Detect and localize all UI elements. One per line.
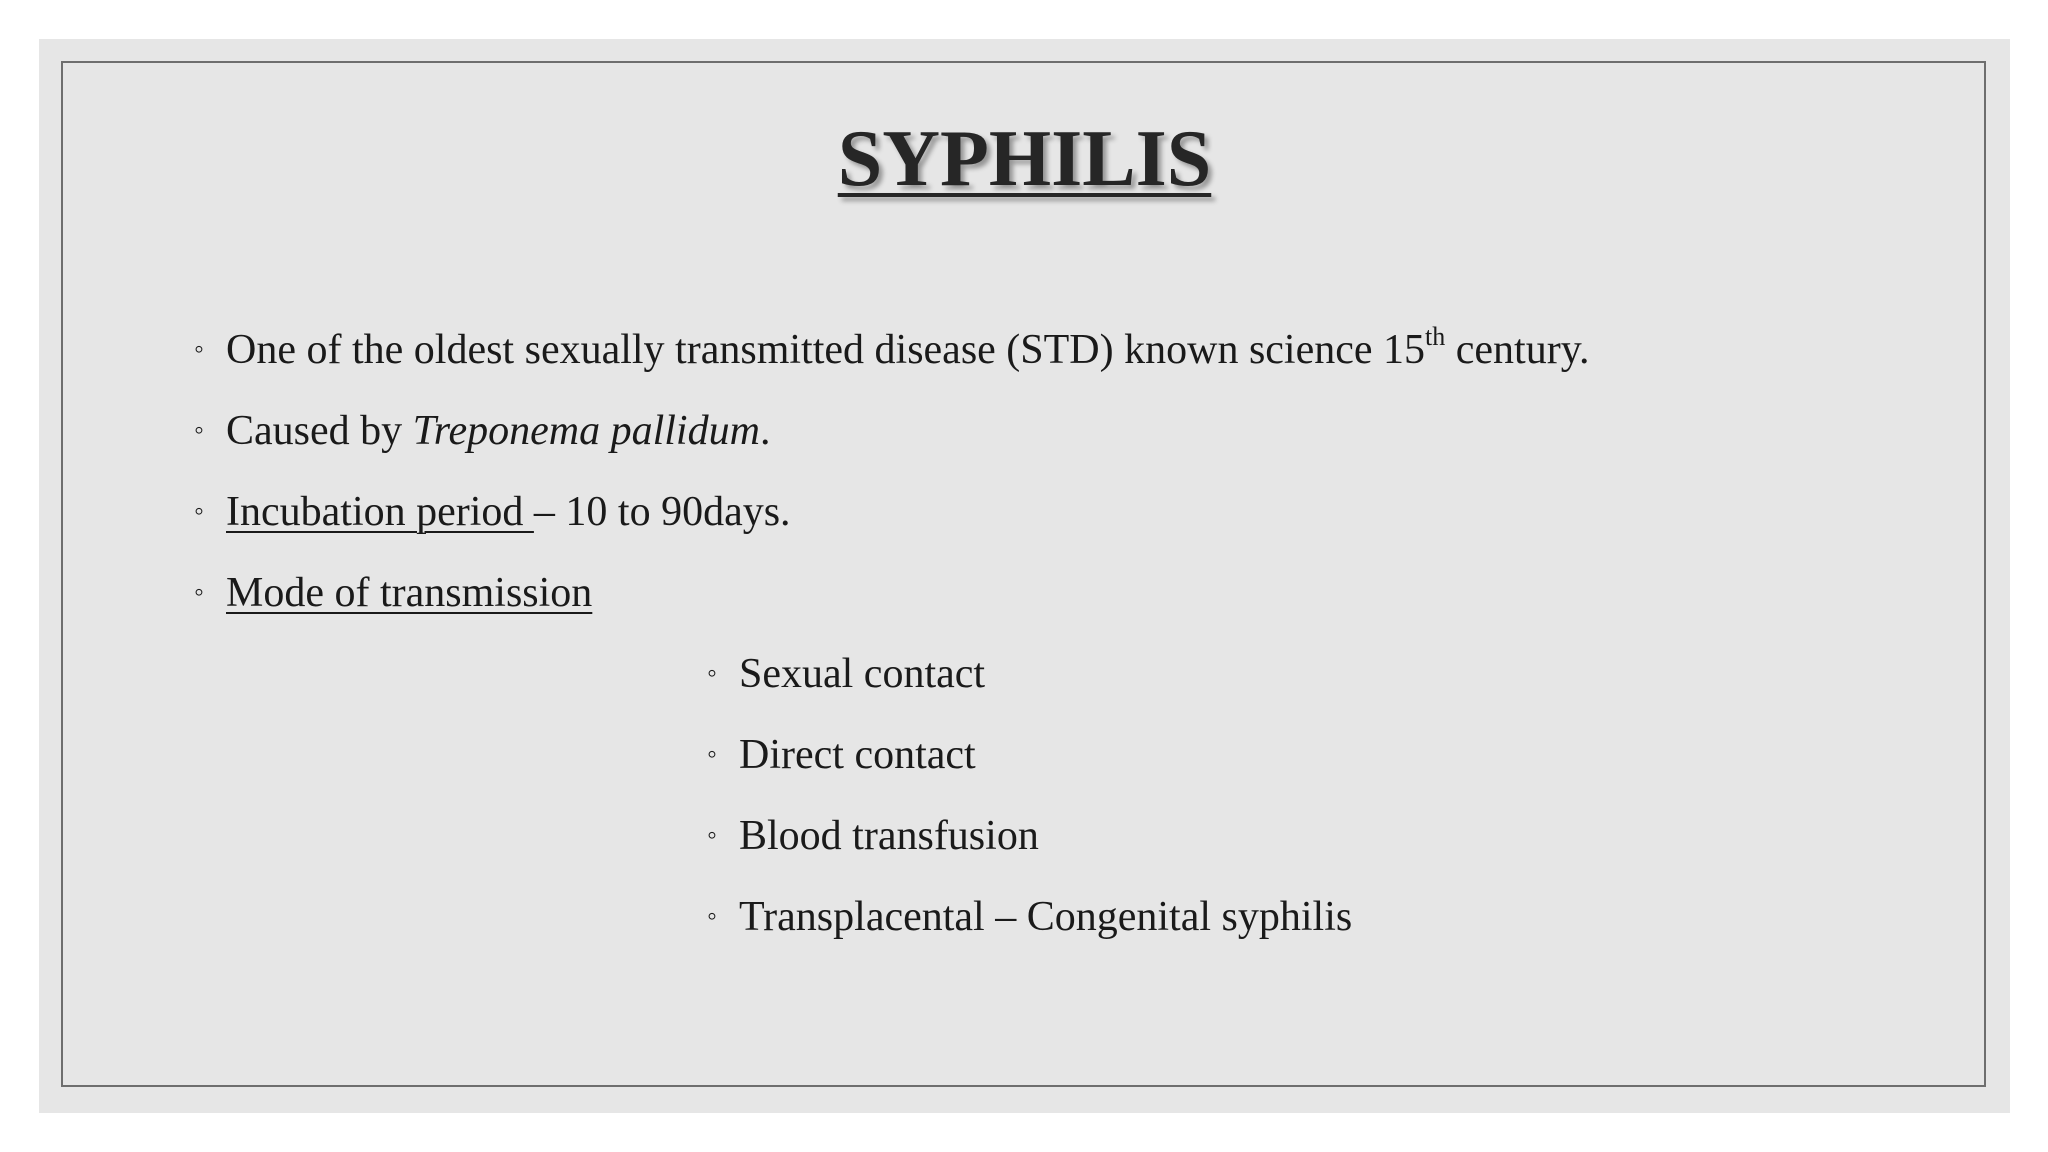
incubation-label: Incubation period xyxy=(226,489,534,535)
bullet-oldest-std xyxy=(194,322,1590,375)
sub-bullet-blood-transfusion xyxy=(707,811,1039,861)
sub-bullet-text: Sexual contact xyxy=(739,651,986,697)
incubation-value: – 10 to 90days. xyxy=(533,489,791,535)
bullet-marker: ◦ xyxy=(194,415,204,446)
bullet-text-end: century. xyxy=(1445,327,1590,373)
sub-bullet-direct-contact xyxy=(707,730,976,780)
bullet-marker: ◦ xyxy=(707,901,717,932)
sub-bullet-sexual-contact xyxy=(707,649,986,699)
sub-bullet-text: Transplacental – Congenital syphilis xyxy=(739,894,1353,940)
bullet-marker: ◦ xyxy=(707,739,717,770)
bullet-marker: ◦ xyxy=(194,577,204,608)
sub-bullet-text: Blood transfusion xyxy=(739,813,1039,859)
organism-name: Treponema pallidum xyxy=(412,408,760,454)
bullet-marker: ◦ xyxy=(707,658,717,689)
sub-bullet-text: Direct contact xyxy=(739,732,976,778)
bullet-text: One of the oldest sexually transmitted disease (STD) known science 15 xyxy=(226,327,1426,373)
bullet-marker: ◦ xyxy=(707,820,717,851)
bullet-mode-of-transmission xyxy=(194,568,593,618)
transmission-heading: Mode of transmission xyxy=(226,570,593,616)
bullet-text: Caused by xyxy=(226,408,413,454)
bullet-marker: ◦ xyxy=(194,334,204,365)
slide xyxy=(39,39,2010,1113)
bullet-marker: ◦ xyxy=(194,496,204,527)
sub-bullet-transplacental xyxy=(707,892,1353,942)
slide-title: SYPHILIS xyxy=(837,115,1212,203)
bullet-caused-by xyxy=(194,406,771,456)
superscript-th: th xyxy=(1425,322,1446,351)
bullet-text-end: . xyxy=(759,408,771,454)
bullet-incubation xyxy=(194,487,791,537)
